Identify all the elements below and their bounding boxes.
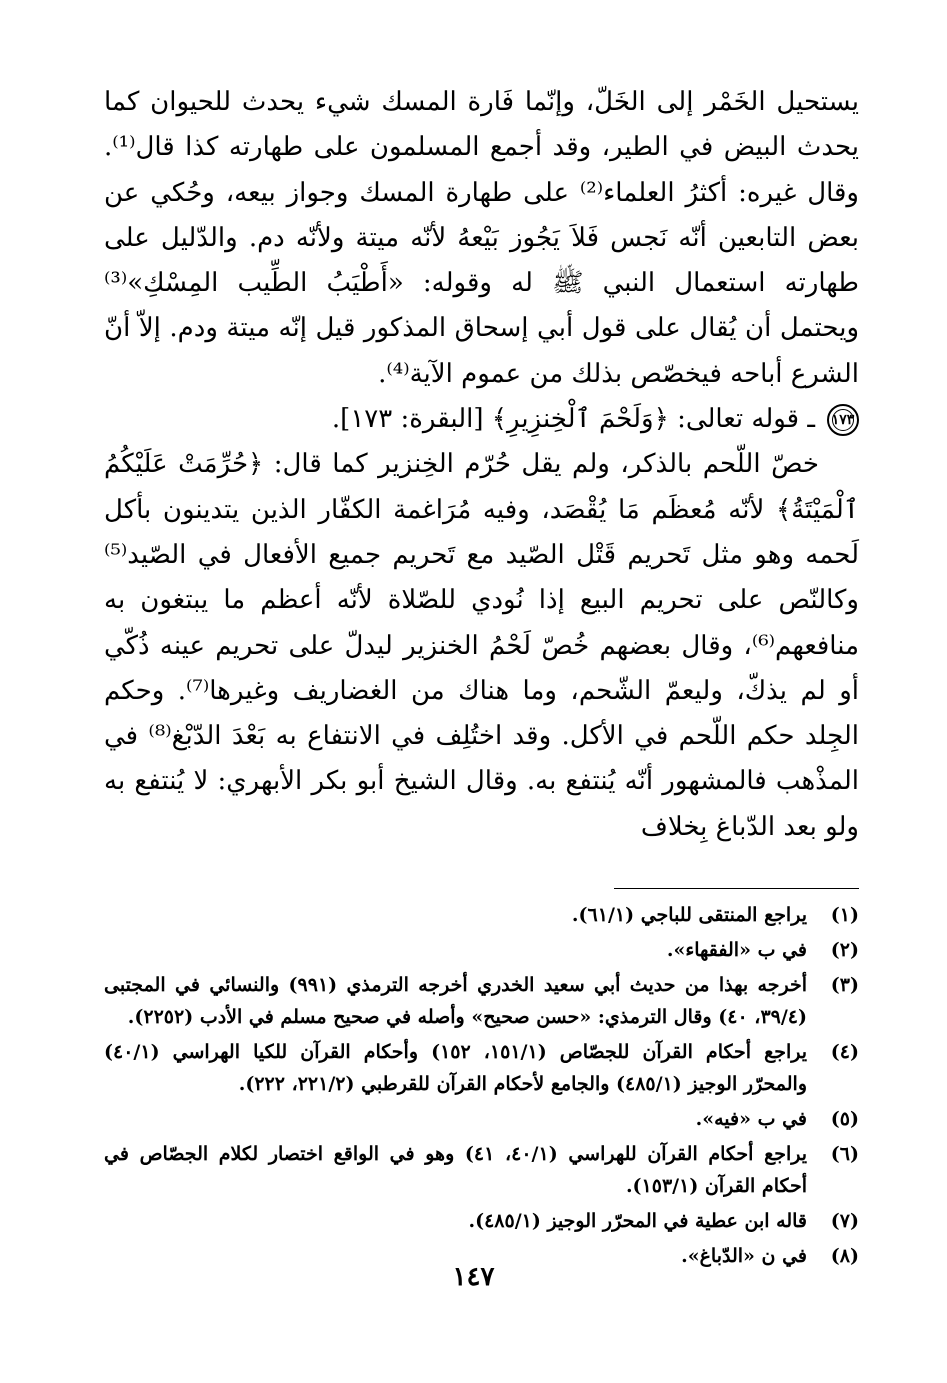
paragraph-2: خصّ اللّحم بالذكر، ولم يقل حُرّم الخِنزير كما قال: ﴿حُرِّمَتْ عَلَيْكُمُ ٱلْمَيْتَةُ﴾ لأنّه مُعظَم مَا يُقْصَد، وفيه مُرَاغمة الكفّار الذين يتدينون بأكل لَحمه وهو مثل تَحريم قَتْل الصّيد مع تَحريم جميع الأفعال في الصّيد⁽⁵⁾ وكالنّص على تحريم البيع إذا نُودي للصّلاة لأنّه أعظم ما يبتغون به منافعهم⁽⁶⁾، وقال بعضهم خُصّ لَحْمُ الخنزير ليدلّ على تحريم عينه ذُكّي أو لم يذكّ، وليعمّ الشّحم، وما هناك من الغضاريف وغيرها⁽⁷⁾. وحكم الجِلد حكم اللّحم في الأكل. وقد اختُلِف في الانتفاع به بَعْدَ الدّبْغ⁽⁸⁾ في المذْهب فالمشهور أنّه يُنتفع به. وقال الشيخ أبو بكر الأبهري: لا يُنتفع به ولو بعد الدّباغ بِخلاف [104, 449, 860, 842]
footnote-text: قاله ابن عطية في المحرّر الوجيز (٤٨٥/١). [468, 1210, 807, 1233]
main-text [104, 80, 859, 850]
footnote-number: (٧) [830, 1210, 859, 1233]
footnote-separator [614, 888, 859, 889]
footnote-number: (٤) [830, 1041, 859, 1064]
footnote-text: أخرجه بهذا من حديث أبي سعيد الخدري أخرجه الترمذي (٩٩١) والنسائي في المجتبى (٣٩/٤، ٤٠) وقال الترمذي: «حسن صحيح» وأصله في صحيح مسلم في الأدب (٢٢٥٢). [104, 974, 808, 1029]
footnote-text: في ن «الدّباغ». [681, 1245, 807, 1268]
page-number: ١٤٧ [452, 1262, 495, 1292]
footnote-number: (٥) [830, 1108, 859, 1131]
footnote-text: في ب «الفقهاء». [666, 939, 807, 962]
footnote-text: يراجع المنتقى للباجي (٦١/١). [571, 904, 807, 927]
verse-text: ـ قوله تعالى: ﴿وَلَحْمَ ٱلْخِنزِيرِ﴾ [البقرة: ١٧٣]. [331, 404, 815, 435]
footnote-item [104, 1036, 859, 1100]
footnote-number: (١) [830, 904, 859, 927]
footnote-item [104, 1103, 859, 1135]
footnote-item [104, 1205, 859, 1237]
footnote-number: (٨) [830, 1245, 859, 1268]
footnote-text: في ب «فيه». [695, 1108, 807, 1131]
footnote-item [104, 934, 859, 966]
footnote-number: (٣) [830, 974, 859, 997]
verse-heading [104, 397, 859, 442]
footnote-text: يراجع أحكام القرآن للهراسي (٤٠/١، ٤١) وهو في الواقع اختصار لكلام الجصّاص في أحكام القرآن (١٥٣/١). [104, 1143, 808, 1198]
footnote-number: (٦) [830, 1143, 859, 1166]
footnote-item [104, 1138, 859, 1202]
footnote-number: (٢) [830, 939, 859, 962]
footnote-item [104, 969, 859, 1033]
footnote-text: يراجع أحكام القرآن للجصّاص (١٥١/١، ١٥٢) وأحكام القرآن للكيا الهراسي (٤٠/١) والمحرّر الوجيز (٤٨٥/١) والجامع لأحكام القرآن للقرطبي (٢٢١/٢، ٢٢٢). [104, 1041, 808, 1096]
footnotes-list [104, 899, 859, 1272]
page-content [104, 80, 859, 1275]
footnote-item [104, 899, 859, 931]
verse-number-badge: ١٧٣ [827, 404, 859, 436]
paragraph-1: يستحيل الخَمْر إلى الخَلّ، وإنّما فَارة المسك شيء يحدث للحيوان كما يحدث البيض في الطير، وقد أجمع المسلمون على طهارته كذا قال⁽¹⁾. وقال غيره: أكثرُ العلماء⁽²⁾ على طهارة المسك وجواز بيعه، وحُكي عن بعض التابعين أنّه نَجس فَلاَ يَجُوز بَيْعهُ لأنّه ميتة ولأنّه دم. والدّليل على طهارته استعمال النبي ﷺ له وقوله: «أَطْيَبُ الطِّيب المِسْكِ»⁽³⁾ ويحتمل أن يُقال على قول أبي إسحاق المذكور قيل إنّه ميتة ودم. إلاّ أنّ الشرع أباحه فيخصّص بذلك من عموم الآية⁽⁴⁾. [104, 87, 859, 389]
